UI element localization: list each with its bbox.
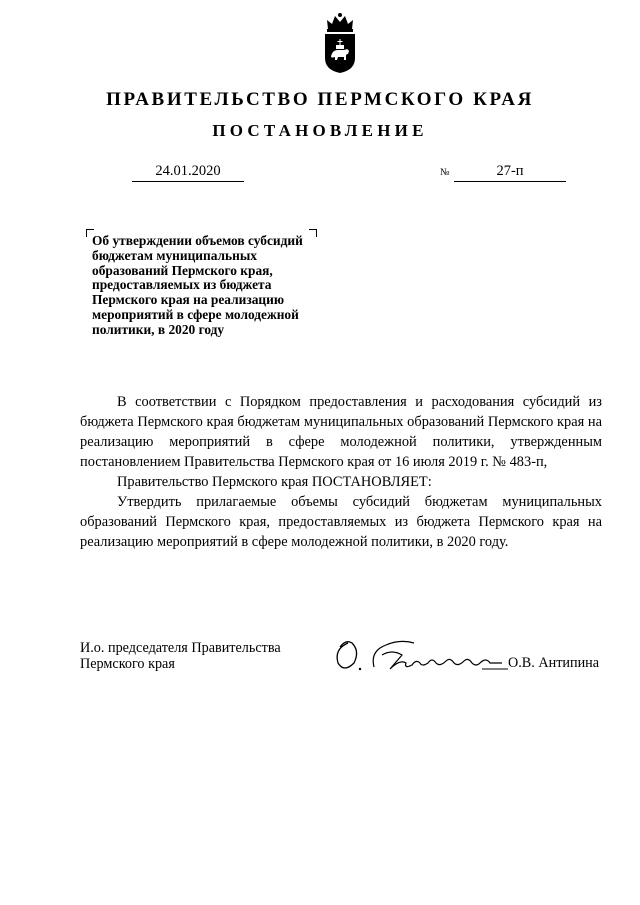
subject-line: Пермского края на реализацию xyxy=(92,292,285,308)
handwritten-signature xyxy=(330,633,530,675)
position-line: Пермского края xyxy=(80,656,175,672)
issuing-authority: ПРАВИТЕЛЬСТВО ПЕРМСКОГО КРАЯ xyxy=(106,89,534,110)
number-sign: № xyxy=(440,167,450,178)
subject-line: образований Пермского края, xyxy=(92,262,273,278)
subject-line: предоставляемых из бюджета xyxy=(92,277,272,293)
coat-of-arms-icon xyxy=(322,12,358,74)
document-number: 27-п xyxy=(454,162,566,182)
body-paragraph-legal-basis: В соответствии с Порядком предоставления и расходования субсидий из бюджета Пермского края бюджетам муниципальных образований Пермского края на реализацию мероприятий в сфере молодежной политики, утвержденным постановлением Правительства Пермского края от 16 июля 2019 г. № 483-п, xyxy=(80,394,602,470)
document-type: ПОСТАНОВЛЕНИЕ xyxy=(212,121,428,140)
body-paragraph-resolves: Правительство Пермского края ПОСТАНОВЛЯЕТ: xyxy=(117,474,432,490)
document-subject xyxy=(92,234,344,338)
document-body xyxy=(80,392,602,552)
document-date: 24.01.2020 xyxy=(132,162,244,182)
body-paragraph-decision: Утвердить прилагаемые объемы субсидий бюджетам муниципальных образований Пермского края, предоставляемых из бюджета Пермского края на реализацию мероприятий в сфере молодежной политики, в 2020 году. xyxy=(80,494,602,550)
signatory-position xyxy=(80,640,281,672)
subject-line: политики, в 2020 году xyxy=(92,321,225,337)
subject-line: бюджетам муниципальных xyxy=(92,247,257,263)
subject-line: мероприятий в сфере молодежной xyxy=(92,306,299,322)
signatory-name: О.В. Антипина xyxy=(508,655,600,671)
position-line: И.о. председателя Правительства xyxy=(80,640,281,656)
subject-line: Об утверждении объемов субсидий xyxy=(92,233,303,248)
